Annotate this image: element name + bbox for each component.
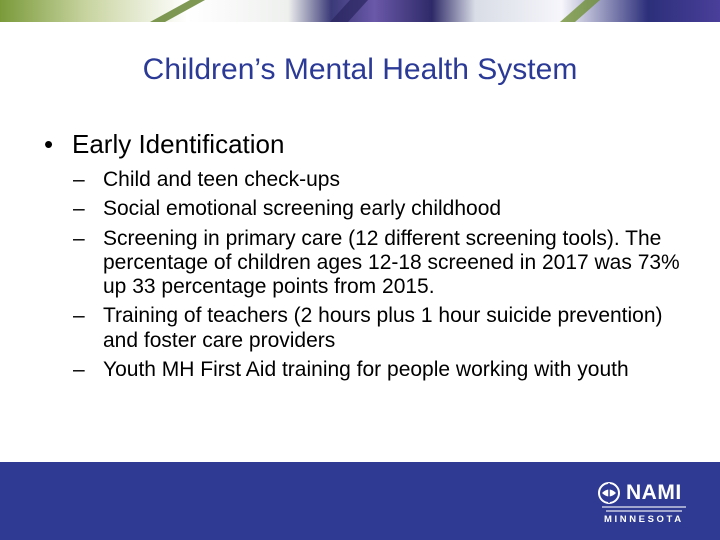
sub-bullet-item xyxy=(73,197,684,221)
leaves-decoration xyxy=(0,0,720,22)
sub-bullet-item xyxy=(73,358,684,382)
sub-bullet-item xyxy=(73,227,684,300)
sub-bullet-list xyxy=(44,168,684,382)
bullet-text: Early Identification xyxy=(72,129,285,159)
logo-tagline xyxy=(602,505,686,513)
bullet-symbol: • xyxy=(44,129,54,159)
dash-symbol: – xyxy=(73,168,85,191)
top-photo-banner xyxy=(0,0,720,22)
dash-symbol: – xyxy=(73,197,85,221)
slide-body xyxy=(44,126,684,387)
sub-bullet-text: Training of teachers (2 hours plus 1 hour suicide prevention) and foster care providers xyxy=(103,304,663,352)
logo-wordmark: NAMI xyxy=(626,481,682,504)
dash-symbol: – xyxy=(73,226,85,250)
logo-state-name: MINNESOTA xyxy=(604,514,684,525)
bullet-early-identification xyxy=(44,126,684,162)
nami-minnesota-logo xyxy=(598,482,688,526)
sub-bullet-text: Youth MH First Aid training for people working with youth xyxy=(103,358,629,382)
dash-symbol: – xyxy=(73,358,85,382)
nami-globe-icon xyxy=(598,482,624,504)
sub-bullet-text: Screening in primary care (12 different screening tools). The percentage of children ages 12-18 screened in 2017 was 73% up 33 percentage points from 2015. xyxy=(103,226,680,299)
slide-title: Children’s Mental Health System xyxy=(142,53,578,86)
sub-bullet-text: Social emotional screening early childhood xyxy=(103,197,502,221)
dash-symbol: – xyxy=(73,304,85,328)
sub-bullet-item xyxy=(73,304,684,353)
sub-bullet-text: Child and teen check-ups xyxy=(103,168,340,191)
sub-bullet-item xyxy=(73,168,684,192)
